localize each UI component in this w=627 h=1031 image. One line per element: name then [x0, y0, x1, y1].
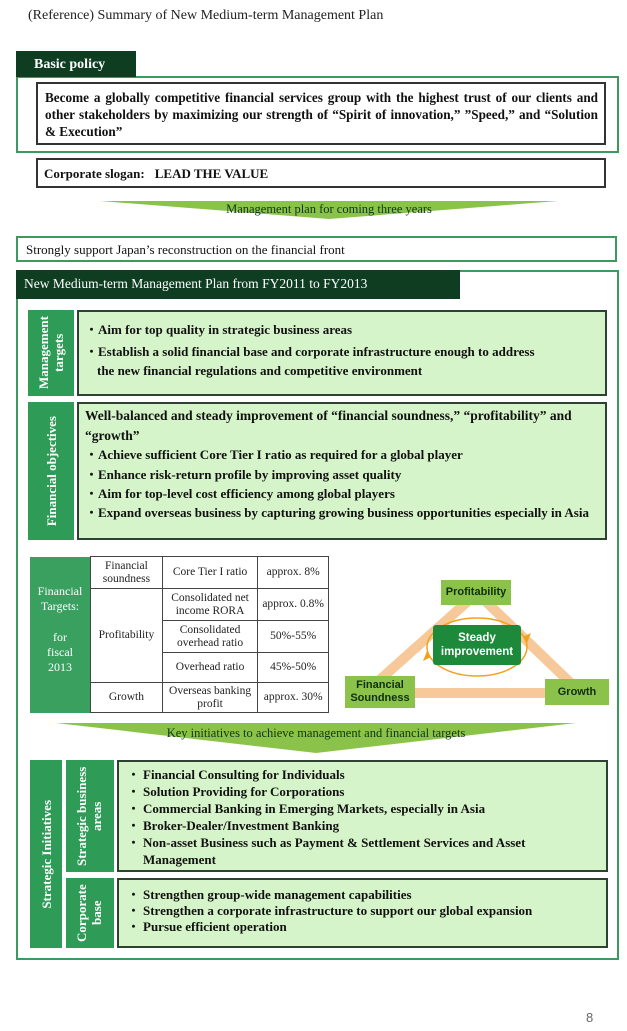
table-cell: Profitability [91, 589, 163, 683]
list-item: ・ Solution Providing for Corporations [127, 784, 345, 799]
arrow-text: Management plan for coming three years [226, 202, 432, 216]
table-cell: Consolidated overhead ratio [162, 621, 258, 653]
financial-objectives-label: Financial objectives [28, 402, 74, 540]
financial-soundness-node: Financial Soundness [345, 676, 415, 708]
list-item: ・ Pursue efficient operation [127, 919, 287, 934]
profitability-node: Profitability [441, 580, 511, 605]
table-cell: approx. 0.8% [258, 589, 329, 621]
arrow-text: Key initiatives to achieve management and financial targets [166, 726, 466, 740]
strategic-initiatives-label: Strategic Initiatives [30, 760, 62, 948]
strategic-business-areas-box [117, 760, 608, 872]
financial-targets-table [90, 556, 329, 713]
list-item: ・ Strengthen a corporate infrastructure to support our global expansion [127, 903, 533, 918]
corporate-base-box [117, 878, 608, 948]
table-cell: Overhead ratio [162, 653, 258, 683]
table-cell: 50%-55% [258, 621, 329, 653]
management-targets-label: Management targets [28, 310, 74, 396]
page-number: 8 [586, 1010, 594, 1025]
list-item: Management [143, 852, 216, 867]
table-cell: Growth [91, 683, 163, 713]
financial-targets-label: Financial Targets: for fiscal 2013 [30, 557, 90, 713]
corporate-base-label: Corporate base [66, 878, 114, 948]
management-targets-box [77, 310, 607, 396]
list-item: ・Achieve sufficient Core Tier I ratio as required for a global player [85, 447, 463, 462]
list-item: ・ Strengthen group-wide management capabilities [127, 887, 412, 902]
basic-policy-text: Become a globally competitive financial services group with the highest trust of our clients and other stakeholders by maximizing our strength of “Spirit of innovation,” ”Speed,” and “Solution & Execution” [36, 82, 606, 145]
basic-policy-tab: Basic policy [16, 51, 136, 77]
steady-improvement-box: Steady improvement [433, 625, 521, 665]
objectives-intro: Well-balanced and steady improvement of “financial soundness,” “profitability” and “growth” [85, 408, 572, 443]
steady-improvement-diagram [345, 575, 613, 715]
slogan-value: LEAD THE VALUE [154, 166, 269, 181]
list-item: ・ Non-asset Business such as Payment & Settlement Services and Asset [127, 835, 526, 850]
table-cell: Consolidated net income RORA [162, 589, 258, 621]
table-row [91, 683, 329, 713]
strategic-business-areas-label: Strategic business areas [66, 760, 114, 872]
table-cell: approx. 8% [258, 557, 329, 589]
table-cell: Core Tier I ratio [162, 557, 258, 589]
list-item: ・Establish a solid financial base and corporate infrastructure enough to address [85, 344, 535, 359]
table-cell: 45%-50% [258, 653, 329, 683]
page-title: (Reference) Summary of New Medium-term Management Plan [28, 8, 384, 23]
table-row [91, 589, 329, 621]
reconstruction-statement: Strongly support Japan’s reconstruction on the financial front [16, 236, 617, 262]
table-row [91, 557, 329, 589]
key-initiatives-arrow [56, 723, 576, 753]
management-plan-arrow [100, 201, 558, 219]
list-item: ・Aim for top quality in strategic business areas [85, 322, 353, 337]
list-item: ・ Broker-Dealer/Investment Banking [127, 818, 340, 833]
financial-objectives-box [77, 402, 607, 540]
corporate-slogan [36, 158, 606, 188]
table-cell: approx. 30% [258, 683, 329, 713]
table-cell: Overseas banking profit [162, 683, 258, 713]
list-item: ・ Commercial Banking in Emerging Markets, especially in Asia [127, 801, 486, 816]
table-cell: Financial soundness [91, 557, 163, 589]
list-item: ・Enhance risk-return profile by improving asset quality [85, 466, 402, 482]
list-item: the new financial regulations and competitive environment [97, 363, 423, 378]
plan-title: New Medium-term Management Plan from FY2011 to FY2013 [16, 270, 460, 299]
list-item: ・Aim for top-level cost efficiency among global players [85, 486, 395, 501]
growth-node: Growth [545, 679, 609, 705]
list-item: ・Expand overseas business by capturing growing business opportunities especially in Asia [85, 504, 589, 520]
list-item: ・ Financial Consulting for Individuals [127, 767, 345, 782]
slogan-label: Corporate slogan: [44, 166, 145, 181]
